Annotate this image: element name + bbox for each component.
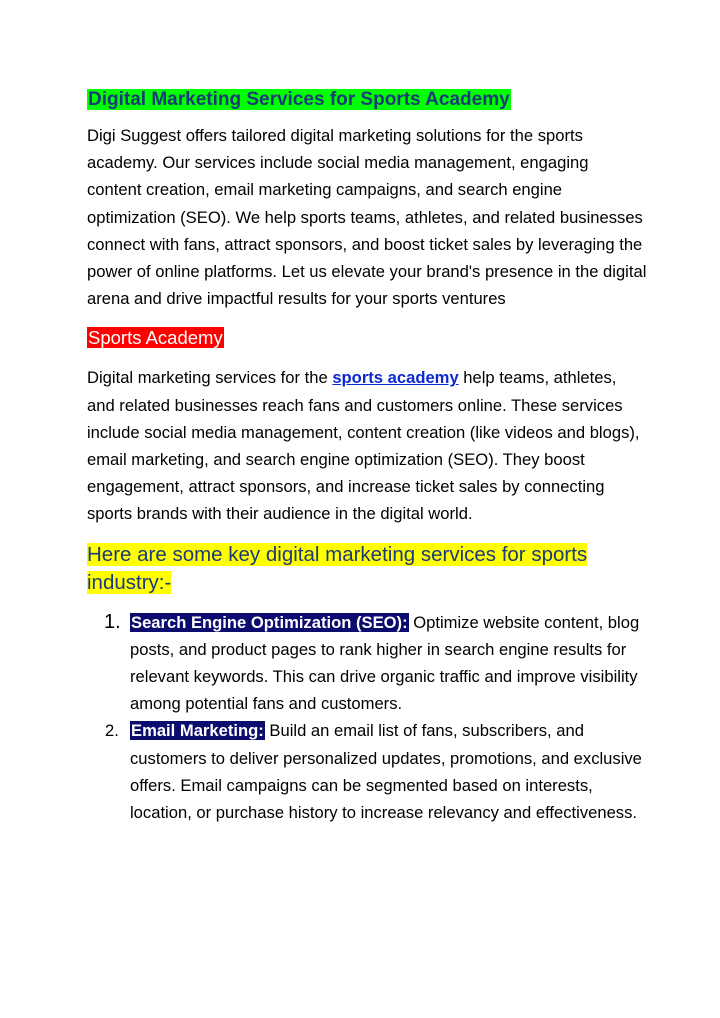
section-heading-wrapper [87, 86, 647, 116]
sports-academy-paragraph [87, 364, 647, 527]
list-item-title: Search Engine Optimization (SEO): [131, 612, 408, 632]
list-number: 1. [104, 610, 121, 633]
list-item-text: Build an email list of fans, subscribers, and customers to deliver personalized updates, promotions, and exclusive offers. Email campaigns can be segmented based on interests, location, or purchase history to increase relevancy and effectiveness. [130, 721, 642, 823]
sports-academy-link[interactable]: sports academy [332, 368, 459, 388]
list-item-text: Optimize website content, blog posts, and product pages to rank higher in search engine results for relevant keywords. This can drive organic traffic and improve visibility among potential fans and customers. [130, 612, 640, 714]
sports-academy-heading: Sports Academy [88, 327, 223, 349]
paragraph-text: Digital marketing services for the [87, 368, 333, 388]
list-item [87, 609, 647, 718]
services-heading-wrapper [87, 541, 647, 597]
paragraph-text: help teams, athletes, and related businesses reach fans and customers online. These services include social media management, content creation (like videos and blogs), email marketing, and search engine optimization (SEO). They boost engagement, attract sponsors, and increase ticket sales by connecting sports brands with their audience in the digital world. [87, 368, 640, 524]
list-item-title: Email Marketing: [131, 721, 264, 741]
section-heading-wrapper [87, 325, 647, 355]
list-item [87, 717, 647, 826]
list-number: 2. [105, 721, 119, 741]
services-list [87, 609, 647, 827]
intro-paragraph: Digi Suggest offers tailored digital marketing solutions for the sports academy. Our services include social media management, engaging content creation, email marketing campaigns, and search engine optimization (SEO). We help sports teams, athletes, and related businesses connect with fans, attract sponsors, and boost ticket sales by leveraging the power of online platforms. Let us elevate your brand's presence in the digital arena and drive impactful results for your sports ventures [87, 126, 647, 309]
services-heading: Here are some key digital marketing services for sports industry:- [87, 542, 588, 594]
document-page [87, 86, 647, 826]
main-heading: Digital Marketing Services for Sports Academy [88, 89, 510, 110]
